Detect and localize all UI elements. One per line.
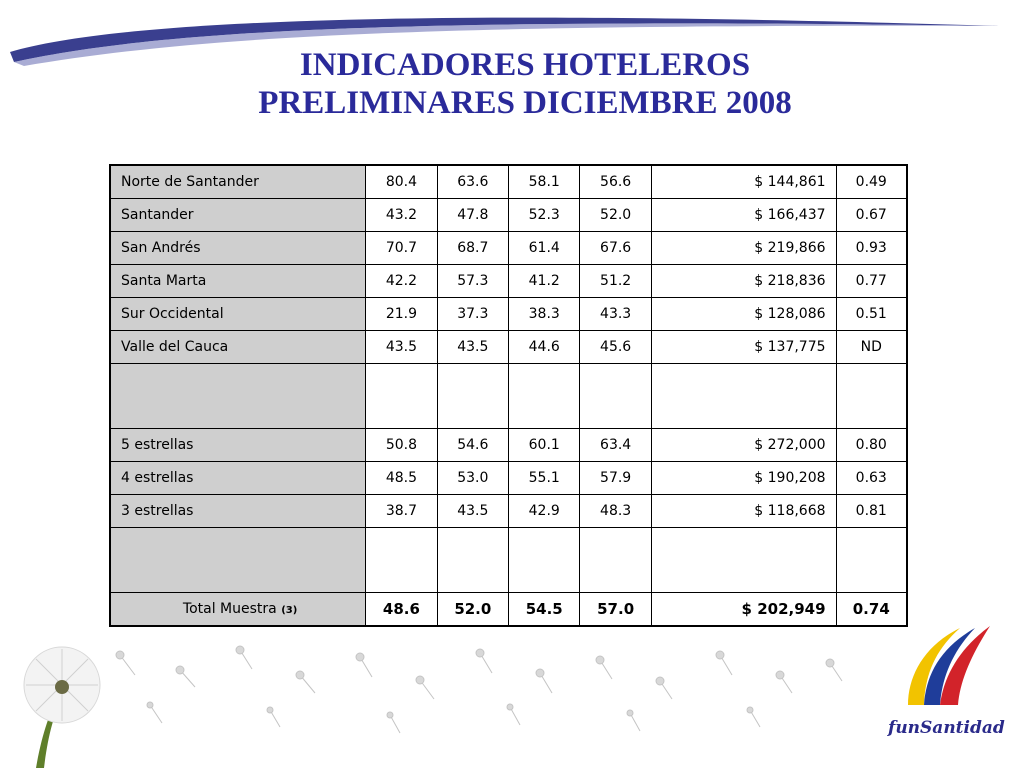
table-cell: 0.77 bbox=[836, 265, 907, 298]
table-cell: 54.6 bbox=[437, 429, 508, 462]
table-cell: 0.81 bbox=[836, 495, 907, 528]
total-cell: 0.74 bbox=[836, 593, 907, 627]
table-cell: 53.0 bbox=[437, 462, 508, 495]
table-cell: 43.5 bbox=[437, 331, 508, 364]
table-cell: 43.3 bbox=[580, 298, 651, 331]
table-cell: 63.6 bbox=[437, 165, 508, 199]
table-cell: 63.4 bbox=[580, 429, 651, 462]
table-cell: 37.3 bbox=[437, 298, 508, 331]
table-cell bbox=[836, 364, 907, 429]
table-cell: 45.6 bbox=[580, 331, 651, 364]
table-cell: 60.1 bbox=[509, 429, 580, 462]
total-cell: 52.0 bbox=[437, 593, 508, 627]
table-cell: $ 219,866 bbox=[651, 232, 836, 265]
table-cell: 52.3 bbox=[509, 199, 580, 232]
table-cell: 57.9 bbox=[580, 462, 651, 495]
table-cell: 42.9 bbox=[509, 495, 580, 528]
table-row bbox=[110, 462, 907, 495]
table-cell: 51.2 bbox=[580, 265, 651, 298]
title-line-1: INDICADORES HOTELEROS bbox=[299, 47, 751, 83]
table-cell bbox=[651, 528, 836, 593]
row-label: 3 estrellas bbox=[110, 495, 366, 528]
table-row bbox=[110, 298, 907, 331]
row-label: San Andrés bbox=[110, 232, 366, 265]
table-cell: 48.5 bbox=[366, 462, 437, 495]
total-cell: 57.0 bbox=[580, 593, 651, 627]
table-cell: 43.5 bbox=[366, 331, 437, 364]
table-cell bbox=[509, 364, 580, 429]
table-cell: ND bbox=[836, 331, 907, 364]
table-row bbox=[110, 165, 907, 199]
table-cell: 58.1 bbox=[509, 165, 580, 199]
table-cell: 21.9 bbox=[366, 298, 437, 331]
row-label: Santander bbox=[110, 199, 366, 232]
dandelion-decoration-icon bbox=[0, 615, 870, 768]
table-row bbox=[110, 495, 907, 528]
table-cell: 68.7 bbox=[437, 232, 508, 265]
table-cell: $ 144,861 bbox=[651, 165, 836, 199]
table-cell: $ 190,208 bbox=[651, 462, 836, 495]
row-label bbox=[110, 528, 366, 593]
table-cell: 50.8 bbox=[366, 429, 437, 462]
table-cell: 61.4 bbox=[509, 232, 580, 265]
table-cell: 38.7 bbox=[366, 495, 437, 528]
title-line-2: PRELIMINARES DICIEMBRE 2008 bbox=[258, 85, 792, 121]
table-cell: 56.6 bbox=[580, 165, 651, 199]
total-cell: 48.6 bbox=[366, 593, 437, 627]
table-cell bbox=[580, 528, 651, 593]
table-cell: 80.4 bbox=[366, 165, 437, 199]
empty-row bbox=[110, 528, 907, 593]
table-cell: $ 272,000 bbox=[651, 429, 836, 462]
table-row bbox=[110, 265, 907, 298]
table-cell bbox=[836, 528, 907, 593]
row-label: Santa Marta bbox=[110, 265, 366, 298]
row-label: 4 estrellas bbox=[110, 462, 366, 495]
table-cell: 44.6 bbox=[509, 331, 580, 364]
row-label: Valle del Cauca bbox=[110, 331, 366, 364]
table-cell: 70.7 bbox=[366, 232, 437, 265]
row-label: 5 estrellas bbox=[110, 429, 366, 462]
row-label: Norte de Santander bbox=[110, 165, 366, 199]
table-cell: 0.93 bbox=[836, 232, 907, 265]
table-cell: 47.8 bbox=[437, 199, 508, 232]
table-cell: $ 118,668 bbox=[651, 495, 836, 528]
table-cell: $ 128,086 bbox=[651, 298, 836, 331]
row-label: Sur Occidental bbox=[110, 298, 366, 331]
table-cell bbox=[651, 364, 836, 429]
table-cell: 67.6 bbox=[580, 232, 651, 265]
table-cell: $ 137,775 bbox=[651, 331, 836, 364]
table-cell: 0.80 bbox=[836, 429, 907, 462]
page-title bbox=[0, 46, 1024, 122]
table-cell: 42.2 bbox=[366, 265, 437, 298]
table-cell: 0.49 bbox=[836, 165, 907, 199]
table-row bbox=[110, 429, 907, 462]
table-cell: 48.3 bbox=[580, 495, 651, 528]
table-row bbox=[110, 199, 907, 232]
total-cell: $ 202,949 bbox=[651, 593, 836, 627]
table-cell bbox=[366, 364, 437, 429]
table-row bbox=[110, 232, 907, 265]
table-cell: 38.3 bbox=[509, 298, 580, 331]
table-cell bbox=[509, 528, 580, 593]
table-cell: 57.3 bbox=[437, 265, 508, 298]
table-cell bbox=[580, 364, 651, 429]
table-cell bbox=[366, 528, 437, 593]
empty-row bbox=[110, 364, 907, 429]
table-cell bbox=[437, 528, 508, 593]
table-cell: 52.0 bbox=[580, 199, 651, 232]
total-footnote-mark: (3) bbox=[281, 605, 298, 616]
table-cell bbox=[437, 364, 508, 429]
table-cell: 43.2 bbox=[366, 199, 437, 232]
table-cell: $ 166,437 bbox=[651, 199, 836, 232]
hotel-indicators-table bbox=[109, 164, 908, 627]
table-cell: 43.5 bbox=[437, 495, 508, 528]
table-cell: 0.51 bbox=[836, 298, 907, 331]
logo-text: funSantidad bbox=[888, 718, 1005, 738]
table-cell: $ 218,836 bbox=[651, 265, 836, 298]
table-cell: 0.67 bbox=[836, 199, 907, 232]
table-cell: 41.2 bbox=[509, 265, 580, 298]
table-cell: 0.63 bbox=[836, 462, 907, 495]
flag-swoosh-logo-icon bbox=[880, 620, 1000, 715]
total-label-text: Total Muestra bbox=[182, 601, 277, 617]
table-cell: 55.1 bbox=[509, 462, 580, 495]
row-label bbox=[110, 364, 366, 429]
table-row bbox=[110, 331, 907, 364]
total-cell: 54.5 bbox=[509, 593, 580, 627]
